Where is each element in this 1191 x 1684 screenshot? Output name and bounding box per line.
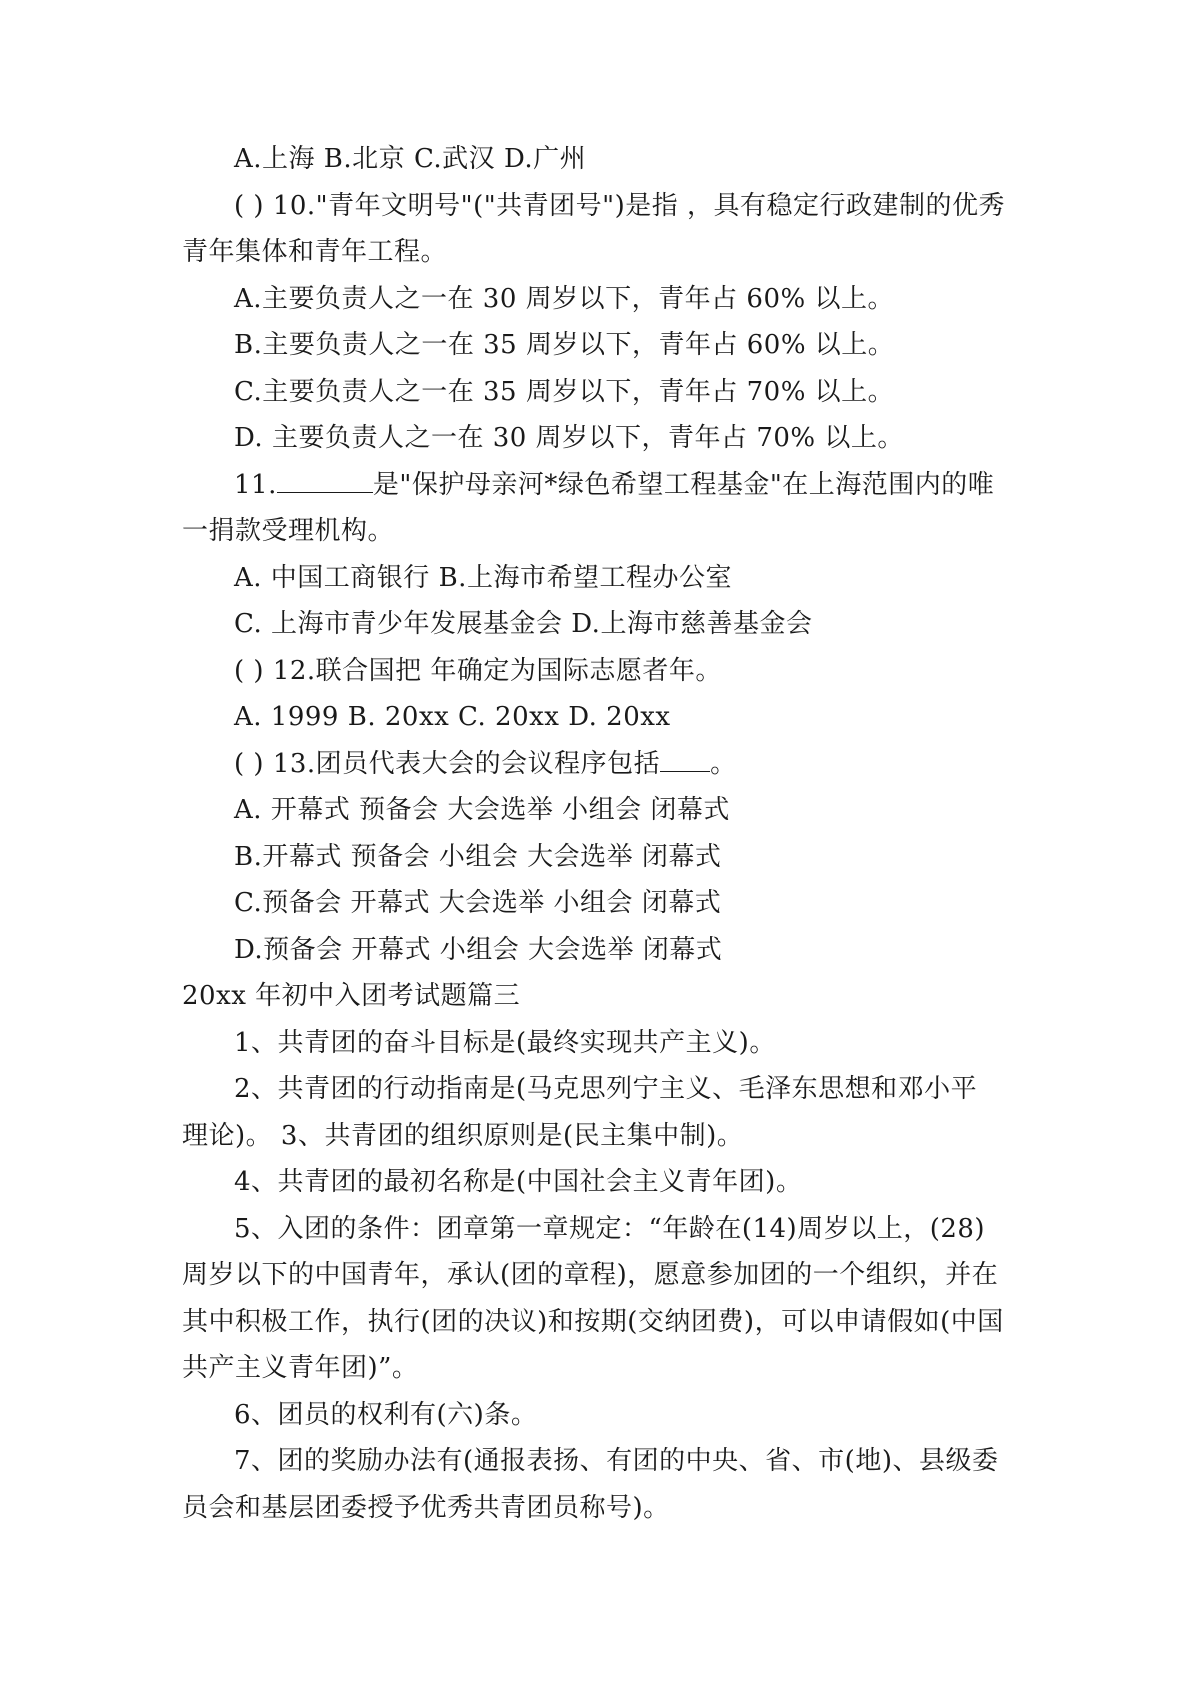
option-line: A.上海 B.北京 C.武汉 D.广州 [234, 144, 587, 174]
section-heading: 20xx 年初中入团考试题篇三 [182, 981, 521, 1011]
fill-in-blank [660, 749, 710, 772]
question-10-continued: 青年集体和青年工程。 [182, 237, 448, 267]
option-line: B.主要负责人之一在 35 周岁以下，青年占 60% 以上。 [234, 330, 895, 360]
option-line: B.开幕式 预备会 小组会 大会选举 闭幕式 [234, 841, 722, 872]
question-13 [182, 741, 1022, 788]
answer-line: 6、团员的权利有(六)条。 [234, 1399, 538, 1430]
question-11 [182, 462, 1022, 509]
option-line: D. 主要负责人之一在 30 周岁以下，青年占 70% 以上。 [234, 423, 904, 453]
answer-line: 周岁以下的中国青年，承认(团的章程)，愿意参加团的一个组织，并在 [182, 1260, 999, 1290]
question-11-continued: 一捐款受理机构。 [182, 516, 395, 546]
document-page [182, 136, 1022, 1531]
option-line: C. 上海市青少年发展基金会 D.上海市慈善基金会 [234, 609, 813, 639]
question-13-text: ( ) 13.团员代表大会的会议程序包括 [234, 748, 661, 779]
fill-in-blank [277, 470, 373, 493]
answer-line: 共产主义青年团)”。 [182, 1353, 419, 1383]
option-line: A.主要负责人之一在 30 周岁以下，青年占 60% 以上。 [234, 283, 894, 314]
answer-line: 员会和基层团委授予优秀共青团员称号)。 [182, 1492, 670, 1523]
answer-line: 1、共青团的奋斗目标是(最终实现共产主义)。 [234, 1027, 776, 1058]
answer-line: 其中积极工作，执行(团的决议)和按期(交纳团费)，可以申请假如(中国 [182, 1306, 1004, 1337]
option-line: D.预备会 开幕式 小组会 大会选举 闭幕式 [234, 934, 723, 965]
question-13-end: 。 [710, 748, 737, 779]
question-10: ( ) 10."青年文明号"("共青团号")是指 ，具有稳定行政建制的优秀 [234, 190, 1006, 221]
answer-line: 2、共青团的行动指南是(马克思列宁主义、毛泽东思想和邓小平 [234, 1074, 978, 1104]
question-12: ( ) 12.联合国把 年确定为国际志愿者年。 [234, 655, 722, 686]
answer-line: 5、入团的条件：团章第一章规定：“年龄在(14)周岁以上，(28) [234, 1213, 986, 1244]
question-11-number: 11. [234, 469, 277, 500]
question-11-text: 是"保护母亲河*绿色希望工程基金"在上海范围内的唯 [372, 469, 995, 500]
answer-line: 理论)。 3、共青团的组织原则是(民主集中制)。 [182, 1120, 744, 1151]
option-line: C.主要负责人之一在 35 周岁以下，青年占 70% 以上。 [234, 376, 895, 407]
option-line: A. 1999 B. 20xx C. 20xx D. 20xx [234, 702, 671, 732]
option-line: C.预备会 开幕式 大会选举 小组会 闭幕式 [234, 888, 722, 918]
answer-line: 7、团的奖励办法有(通报表扬、有团的中央、省、市(地)、县级委 [234, 1446, 999, 1476]
answer-line: 4、共青团的最初名称是(中国社会主义青年团)。 [234, 1167, 803, 1197]
option-line: A. 中国工商银行 B.上海市希望工程办公室 [234, 562, 732, 593]
option-line: A. 开幕式 预备会 大会选举 小组会 闭幕式 [234, 795, 730, 825]
